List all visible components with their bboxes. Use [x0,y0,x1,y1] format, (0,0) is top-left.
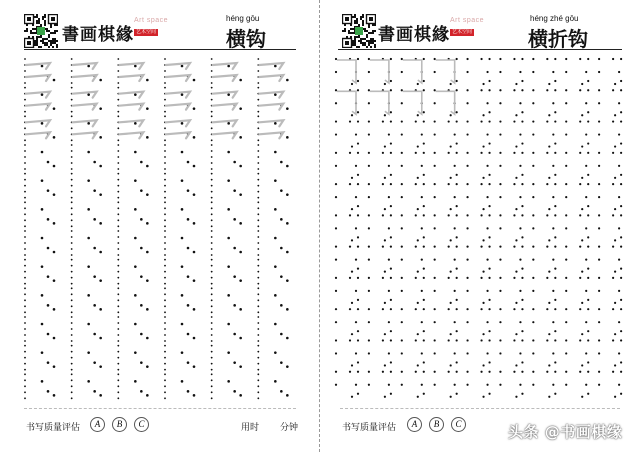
practice-cell [211,144,242,170]
practice-cell [401,214,425,241]
practice-cell [211,373,242,399]
grade-a-option: A [90,417,105,432]
practice-cell [211,115,242,141]
practice-cell [499,214,523,241]
practice-cell [598,339,622,366]
practice-cell [164,173,195,199]
stroke-title: 横折钩 [528,27,588,51]
practice-cell [434,120,458,147]
practice-cell [499,89,523,116]
practice-cell [565,58,589,85]
practice-cell [24,58,55,84]
practice-cell [499,339,523,366]
practice-cell [368,277,392,304]
watermark: 头条 @书画棋缘 [508,423,623,441]
practice-cell [211,230,242,256]
practice-cell [71,58,102,84]
practice-cell [117,201,148,227]
practice-cell [466,371,490,398]
practice-cell [257,230,288,256]
practice-cell [499,277,523,304]
practice-cell [565,339,589,366]
practice-cell [257,58,288,84]
practice-cell [71,259,102,285]
practice-cell [24,87,55,113]
brand-tag-cn: 艺术空间 [452,29,473,35]
practice-cell [335,371,359,398]
practice-cell [466,277,490,304]
practice-cell [335,183,359,210]
grade-b-option: B [429,417,444,432]
practice-cell [257,144,288,170]
right-worksheet [320,0,640,452]
practice-cell [368,371,392,398]
practice-cell [211,201,242,227]
practice-cell [532,183,556,210]
practice-cell [466,214,490,241]
practice-cell [401,89,425,116]
practice-cell [24,173,55,199]
practice-cell [164,87,195,113]
practice-cell [211,287,242,313]
practice-cell [368,89,392,116]
practice-cell [164,230,195,256]
practice-cell [565,246,589,273]
brand-name: 書画棋緣 [378,25,450,45]
practice-cell [532,371,556,398]
practice-cell [368,339,392,366]
practice-cell [71,230,102,256]
qr-code-icon [342,14,376,48]
practice-cell [565,152,589,179]
practice-cell [257,115,288,141]
practice-cell [211,87,242,113]
practice-cell [401,183,425,210]
practice-cell [368,58,392,85]
practice-cell [24,115,55,141]
practice-cell [499,152,523,179]
practice-cell [434,308,458,335]
practice-cell [117,373,148,399]
practice-cell [335,246,359,273]
practice-cell [401,152,425,179]
practice-cell [211,58,242,84]
practice-cell [71,287,102,313]
practice-cell [257,201,288,227]
practice-cell [117,144,148,170]
grade-c-option: C [451,417,466,432]
practice-cell [211,259,242,285]
practice-cell [257,287,288,313]
practice-cell [335,58,359,85]
practice-cell [466,58,490,85]
practice-cell [401,58,425,85]
practice-cell [598,308,622,335]
practice-cell [24,259,55,285]
practice-cell [164,316,195,342]
practice-cell [164,201,195,227]
practice-cell [532,308,556,335]
practice-cell [164,144,195,170]
stroke-pinyin: héng gōu [226,14,260,23]
practice-cell [257,345,288,371]
practice-grid [20,56,300,400]
practice-cell [335,308,359,335]
practice-cell [565,277,589,304]
practice-cell [401,371,425,398]
practice-cell [565,183,589,210]
practice-cell [164,259,195,285]
practice-cell [434,371,458,398]
practice-cell [164,115,195,141]
header-rule [24,49,296,50]
practice-cell [401,339,425,366]
practice-cell [598,58,622,85]
practice-cell [499,371,523,398]
qr-code-icon [24,14,58,48]
practice-cell [598,277,622,304]
practice-cell [368,214,392,241]
brand-tag-en: Art space [134,17,169,24]
brand-tag-en: Art space [450,17,485,24]
practice-cell [335,277,359,304]
practice-cell [434,89,458,116]
practice-cell [434,339,458,366]
practice-cell [71,144,102,170]
practice-cell [335,89,359,116]
practice-cell [335,120,359,147]
practice-cell [117,173,148,199]
practice-cell [598,183,622,210]
practice-cell [71,87,102,113]
practice-cell [368,183,392,210]
practice-cell [401,277,425,304]
quality-label: 书写质量评估 [26,423,81,433]
practice-cell [164,373,195,399]
practice-cell [598,120,622,147]
practice-cell [434,246,458,273]
practice-cell [117,230,148,256]
practice-cell [499,308,523,335]
practice-cell [117,345,148,371]
footer-separator [24,408,296,409]
practice-cell [598,89,622,116]
practice-cell [368,246,392,273]
practice-cell [434,214,458,241]
practice-cell [532,58,556,85]
practice-cell [368,308,392,335]
footer-separator [340,408,620,409]
practice-cell [466,89,490,116]
practice-cell [434,152,458,179]
practice-cell [71,345,102,371]
practice-cell [368,152,392,179]
practice-cell [24,230,55,256]
practice-cell [335,152,359,179]
practice-cell [532,339,556,366]
quality-label: 书写质量评估 [342,423,397,433]
practice-cell [211,173,242,199]
practice-cell [565,120,589,147]
practice-cell [466,308,490,335]
grade-a-option: A [407,417,422,432]
practice-cell [24,316,55,342]
time-label: 用时 [241,423,260,433]
brand-tag-cn: 艺术空间 [136,29,157,35]
practice-cell [164,287,195,313]
practice-cell [401,120,425,147]
practice-cell [532,120,556,147]
practice-cell [164,58,195,84]
practice-cell [532,152,556,179]
practice-cell [117,115,148,141]
practice-cell [24,345,55,371]
practice-cell [434,58,458,85]
practice-cell [598,246,622,273]
practice-cell [598,371,622,398]
stroke-pinyin: héng zhé gōu [530,14,579,23]
practice-cell [532,246,556,273]
practice-cell [466,120,490,147]
practice-cell [401,246,425,273]
practice-grid [332,56,628,400]
practice-cell [71,201,102,227]
practice-cell [257,173,288,199]
practice-cell [532,214,556,241]
practice-cell [466,246,490,273]
practice-cell [211,316,242,342]
practice-cell [434,183,458,210]
practice-cell [257,373,288,399]
practice-cell [117,259,148,285]
practice-cell [499,120,523,147]
practice-cell [466,152,490,179]
practice-cell [532,277,556,304]
practice-cell [499,183,523,210]
practice-cell [117,287,148,313]
practice-cell [71,316,102,342]
practice-cell [24,287,55,313]
practice-cell [565,371,589,398]
practice-cell [532,89,556,116]
practice-cell [117,58,148,84]
practice-cell [565,89,589,116]
practice-cell [71,373,102,399]
practice-cell [257,316,288,342]
practice-cell [499,246,523,273]
practice-cell [71,115,102,141]
practice-cell [565,308,589,335]
practice-cell [24,144,55,170]
practice-cell [335,339,359,366]
practice-cell [24,201,55,227]
practice-cell [598,214,622,241]
practice-cell [499,58,523,85]
minutes-label: 分钟 [280,423,299,433]
practice-cell [401,308,425,335]
practice-cell [598,152,622,179]
practice-cell [117,87,148,113]
practice-cell [466,339,490,366]
brand-name: 書画棋緣 [62,25,134,45]
practice-cell [434,277,458,304]
grade-b-option: B [112,417,127,432]
practice-cell [466,183,490,210]
practice-cell [368,120,392,147]
practice-cell [335,214,359,241]
practice-cell [164,345,195,371]
practice-cell [211,345,242,371]
grade-c-option: C [134,417,149,432]
practice-cell [257,87,288,113]
practice-cell [565,214,589,241]
stroke-title: 横钩 [226,27,266,51]
practice-cell [71,173,102,199]
practice-cell [257,259,288,285]
header-rule [338,49,622,50]
practice-cell [117,316,148,342]
practice-cell [24,373,55,399]
